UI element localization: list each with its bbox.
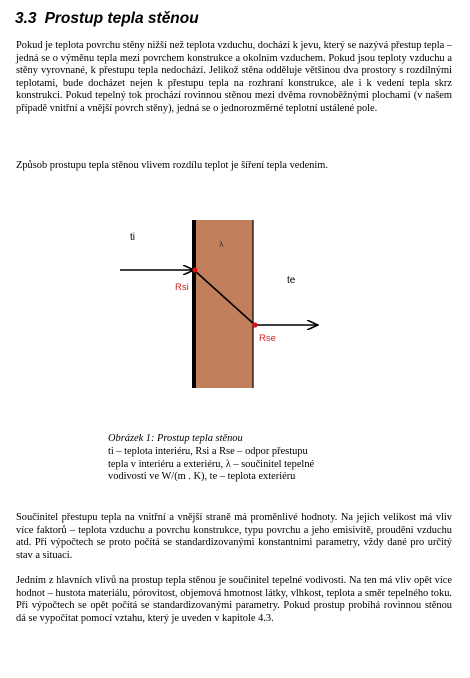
paragraph-conduction: Způsob prostupu tepla stěnou vlivem rozdílu teplot je šíření tepla vedením. xyxy=(16,160,328,171)
section-number: 3.3 xyxy=(15,10,37,27)
paragraph-heat-transfer-intro: Pokud je teplota povrchu stěny nižší než teplota vzduchu, dochází k jevu, který se nazývá přestup tepla – jedná se o výměnu tepla mezi povrchem konstrukce a okolním vzduchem. Pokud jsou teploty vzduchu a stěny vyrovnané, k přestupu tepla nedochází. Jelikož stěna odděluje většinou dva prostory s rozdílnými teplotami, bude docházet nejen k přestupu tepla na rozhraní konstrukce, ale i k vedení tepla skrz konstrukci. Pokud tepelný tok prochází rovinnou stěnou mezi dvěma rovnoběžnými plochami (v našem případě vnitřní a vnější povrch stěny), jedná se o jednorozměrné teplotní ustálené pole. xyxy=(16,40,452,114)
figure-caption xyxy=(108,433,368,484)
section-title: Prostup tepla stěnou xyxy=(44,10,199,27)
label-rse: Rse xyxy=(259,333,276,344)
caption-title: Obrázek 1: Prostup tepla stěnou xyxy=(108,433,243,444)
label-rsi: Rsi xyxy=(175,282,189,293)
rse-point xyxy=(252,322,257,327)
paragraph-thermal-conductivity: Jedním z hlavních vlivů na prostup tepla stěnou je součinitel tepelné vodivosti. Na ten má vliv opět více hodnot – hustota materiálu, pórovitost, objemová hmotnost látky, vlhkost, teplota a směr tepelného toku. Při výpočtech se opět počítá se standardizovanými parametry. Pokud prostup probíhá rovinnou stěnou dá se vypočítat pomocí vztahu, který je uveden v kapitole 4.3. xyxy=(16,575,452,624)
caption-line: vodivosti ve W/(m . K), te – teplota exteriéru xyxy=(108,471,296,483)
caption-line: tepla v interiéru a exteriéru, λ – součinitel tepelné xyxy=(108,458,315,470)
label-lambda: λ xyxy=(219,240,224,249)
caption-line: ti – teplota interiéru, Rsi a Rse – odpor přestupu xyxy=(108,445,308,457)
label-te: te xyxy=(287,275,296,286)
label-ti: ti xyxy=(130,232,135,243)
figure-heat-through-wall xyxy=(0,195,470,430)
paragraph-transfer-coefficient: Součinitel přestupu tepla na vnitřní a vnější straně má proměnlivé hodnoty. Na jejich velikost má vliv více faktorů – teplota vzduchu a povrchu konstrukce, typu povrchu a jeho emisivitě, proudění vzduchu atd. Při výpočtech se proto počítá se standardizovanými konstantními parametry, vždy dané pro určitý stav a situaci. xyxy=(16,512,452,561)
rsi-point xyxy=(192,267,197,272)
section-heading xyxy=(15,10,199,28)
wall-diagram xyxy=(0,195,470,430)
